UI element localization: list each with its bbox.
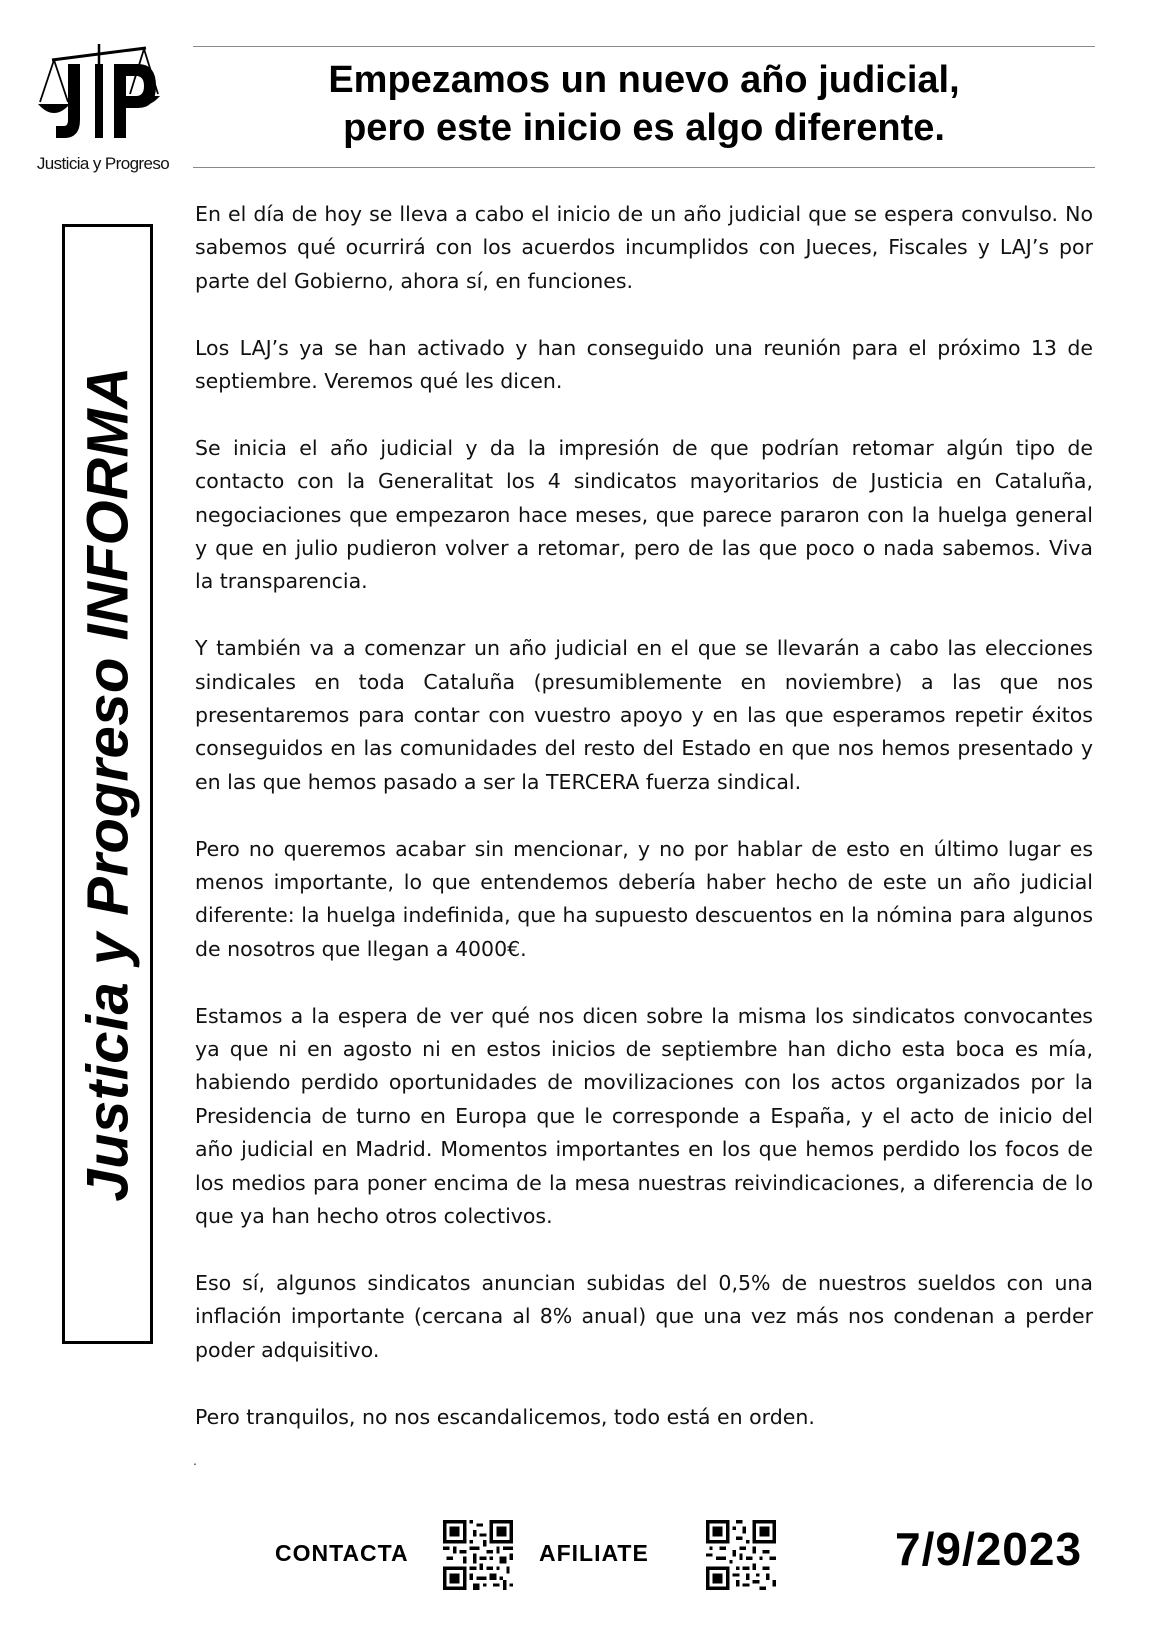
footer	[0, 1508, 1170, 1598]
organization-logo	[28, 42, 178, 182]
paragraph-8: Pero tranquilos, no nos escandalicemos, todo está en orden.	[195, 1404, 815, 1429]
sidebar-informa-text: Justicia y Progreso INFORMA	[75, 366, 140, 1202]
paragraph-5: Pero no queremos acabar sin mencionar, y no por hablar de esto en último lugar es menos importante, lo que entendemos debería haber hecho de este un año judicial diferente: la huelga indefinida, que ha supuesto descuentos en la nómina para algunos de nosotros que llegan a 4000€.	[195, 836, 1093, 961]
page-title-line-1: Empezamos un nuevo año judicial,	[328, 59, 960, 101]
publication-date: 7/9/2023	[895, 1523, 1083, 1575]
paragraph-1: En el día de hoy se lleva a cabo el inicio de un año judicial que se espera convulso. No sabemos qué ocurrirá con los acuerdos incumplidos con Jueces, Fiscales y LAJ’s por parte del Gobierno, ahora sí, en funciones.	[195, 202, 1093, 293]
page-title-line-2: pero este inicio es algo diferente.	[343, 107, 945, 149]
title-top-divider	[193, 46, 1095, 47]
paragraph-4: Y también va a comenzar un año judicial en el que se llevarán a cabo las elecciones sindicales en toda Cataluña (presumiblemente en noviembre) a las que nos presentaremos para contar con vuestro apoyo y en las que esperamos repetir éxitos conseguidos en las comunidades del resto del Estado en que nos hemos presentado y en las que hemos pasado a ser la TERCERA fuerza sindical.	[195, 636, 1093, 794]
contact-label: CONTACTA	[275, 1540, 409, 1566]
paragraph-7: Eso sí, algunos sindicatos anuncian subidas del 0,5% de nuestros sueldos con una inflación importante (cercana al 8% anual) que una vez más nos condenan a perder poder adquisitivo.	[195, 1270, 1093, 1362]
logo-caption: Justicia y Progreso	[36, 154, 170, 173]
paragraph-2: Los LAJ’s ya se han activado y han conseguido una reunión para el próximo 13 de septiembre. Veremos qué les dicen.	[195, 335, 1093, 394]
trailing-mark: .	[193, 1452, 197, 1468]
contact-qr-code-icon[interactable]	[443, 1520, 513, 1590]
affiliate-qr-code-icon[interactable]	[706, 1520, 776, 1590]
affiliate-label: AFILIATE	[539, 1540, 649, 1566]
title-bottom-divider	[193, 167, 1095, 168]
paragraph-3: Se inicia el año judicial y da la impresión de que podrían retomar algún tipo de contacto con la Generalitat los 4 sindicatos mayoritarios de Justicia en Cataluña, negociaciones que empezaron hace meses, que parece pararon con la huelga general y que en julio pudieron volver a retomar, pero de las que poco o nada sabemos. Viva la transparencia.	[195, 435, 1093, 594]
article-body	[195, 198, 1093, 1467]
scales-of-justice-logo-icon	[34, 42, 174, 152]
sidebar-informa-box	[62, 224, 153, 1344]
page-title	[193, 56, 1095, 152]
paragraph-6: Estamos a la espera de ver qué nos dicen sobre la misma los sindicatos convocantes ya que ni en agosto ni en estos inicios de septiembre han dicho esta boca es mía, habiendo perdido oportunidades de movilizaciones con los actos organizados por la Presidencia de turno en Europa que le corresponde a España, y el acto de inicio del año judicial en Madrid. Momentos importantes en los que hemos perdido los focos de los medios para poner encima de la mesa nuestras reivindicaciones, a diferencia de lo que ya han hecho otros colectivos.	[195, 1003, 1093, 1229]
